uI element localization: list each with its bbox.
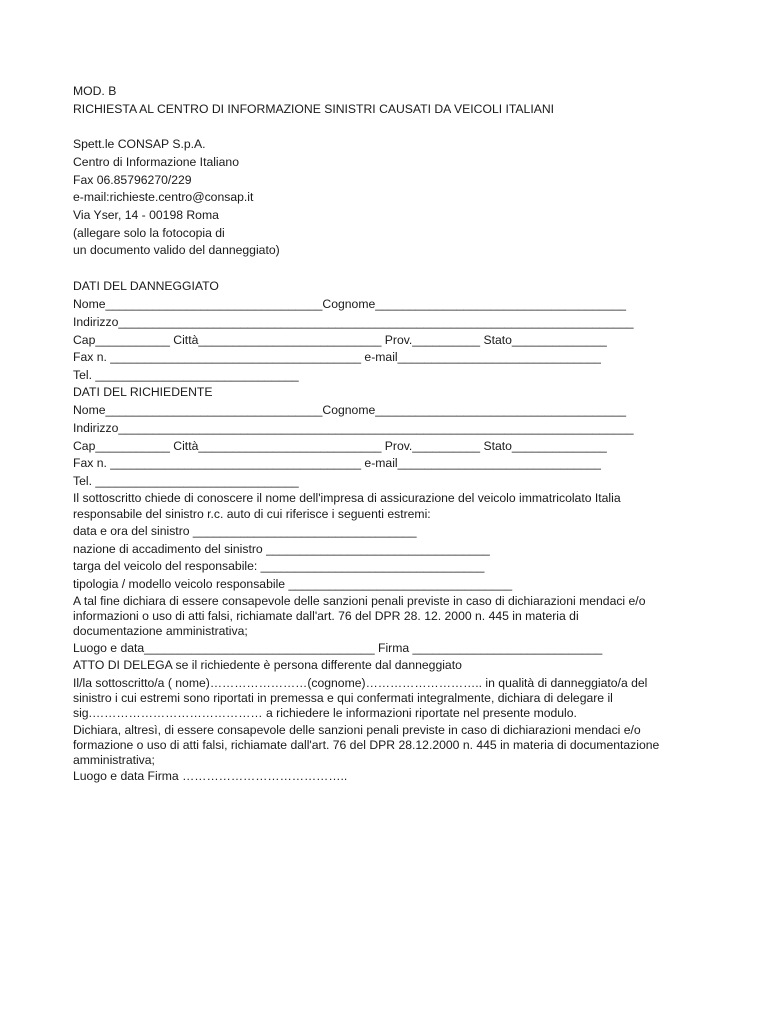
address-line-4: e-mail:richieste.centro@consap.it bbox=[73, 190, 254, 204]
richiedente-nome-cognome-field: Nome________________________________Cognome_____________________________________ bbox=[73, 403, 627, 417]
richiedente-fax-email-field: Fax n. _____________________________________ e-mail______________________________ bbox=[73, 456, 601, 470]
form-code: MOD. B bbox=[73, 84, 117, 98]
richiedente-heading: DATI DEL RICHIEDENTE bbox=[73, 385, 213, 399]
address-line-6: (allegare solo la fotocopia di bbox=[73, 226, 225, 240]
danneggiato-nome-cognome-field: Nome________________________________Cognome_____________________________________ bbox=[73, 297, 627, 311]
dichiarazione-line-1: A tal fine dichiara di essere consapevole delle sanzioni penali previste in caso di dichiarazioni mendaci e/o bbox=[73, 594, 646, 608]
address-line-7: un documento valido del danneggiato) bbox=[73, 243, 280, 257]
danneggiato-heading: DATI DEL DANNEGGIATO bbox=[73, 279, 219, 293]
richiedente-indirizzo-field: Indirizzo____________________________________________________________________________ bbox=[73, 421, 634, 435]
delega-luogo-firma-field: Luogo e data Firma ………………………………….. bbox=[73, 769, 348, 783]
delega-decl-line-1: Dichiara, altresì, di essere consapevole delle sanzioni penali previste in caso di dichiarazioni mendaci e/o bbox=[73, 723, 641, 737]
nazione-field: nazione di accadimento del sinistro _________________________________ bbox=[73, 542, 490, 556]
address-line-1: Spett.le CONSAP S.p.A. bbox=[73, 137, 206, 151]
delega-decl-line-2: formazione o uso di atti falsi, richiamate dall'art. 76 del DPR 28.12.2000 n. 445 in materia di documentazione bbox=[73, 738, 660, 752]
address-line-3: Fax 06.85796270/229 bbox=[73, 173, 192, 187]
delega-line-1: Il/la sottoscritto/a ( nome)……………………(cognome)……………………….. in qualità di danneggiato/a del bbox=[73, 676, 648, 690]
request-intro-line-2: responsabile del sinistro r.c. auto di cui riferisce i seguenti estremi: bbox=[73, 507, 431, 521]
danneggiato-tel-field: Tel. ______________________________ bbox=[73, 368, 299, 382]
form-title: RICHIESTA AL CENTRO DI INFORMAZIONE SINISTRI CAUSATI DA VEICOLI ITALIANI bbox=[73, 102, 555, 116]
danneggiato-cap-citta-field: Cap___________ Città___________________________ Prov.__________ Stato______________ bbox=[73, 333, 607, 347]
luogo-firma-field: Luogo e data__________________________________ Firma ____________________________ bbox=[73, 641, 603, 655]
delega-heading: ATTO DI DELEGA se il richiedente è persona differente dal danneggiato bbox=[73, 658, 462, 672]
data-ora-field: data e ora del sinistro _________________________________ bbox=[73, 524, 417, 538]
address-line-5: Via Yser, 14 - 00198 Roma bbox=[73, 208, 219, 222]
request-intro-line-1: Il sottoscritto chiede di conoscere il nome dell'impresa di assicurazione del veicolo immatricolato Italia bbox=[73, 491, 621, 505]
richiedente-cap-citta-field: Cap___________ Città___________________________ Prov.__________ Stato______________ bbox=[73, 439, 607, 453]
address-line-2: Centro di Informazione Italiano bbox=[73, 155, 239, 169]
dichiarazione-line-3: documentazione amministrativa; bbox=[73, 624, 248, 638]
richiedente-tel-field: Tel. ______________________________ bbox=[73, 474, 299, 488]
tipologia-field: tipologia / modello veicolo responsabile _________________________________ bbox=[73, 577, 513, 591]
delega-decl-line-3: amministrativa; bbox=[73, 753, 155, 767]
delega-line-3: sig.…………………………………… a richiedere le informazioni riportate nel presente modulo. bbox=[73, 706, 577, 720]
delega-line-2: sinistro i cui estremi sono riportati in premessa e qui confermati integralmente, dichiara di delegare il bbox=[73, 691, 613, 705]
danneggiato-indirizzo-field: Indirizzo____________________________________________________________________________ bbox=[73, 315, 634, 329]
targa-field: targa del veicolo del responsabile: _________________________________ bbox=[73, 559, 485, 573]
danneggiato-fax-email-field: Fax n. _____________________________________ e-mail______________________________ bbox=[73, 350, 601, 364]
dichiarazione-line-2: informazioni o uso di atti falsi, richiamate dall'art. 76 del DPR 28. 12. 2000 n. 445 in materia di bbox=[73, 609, 579, 623]
